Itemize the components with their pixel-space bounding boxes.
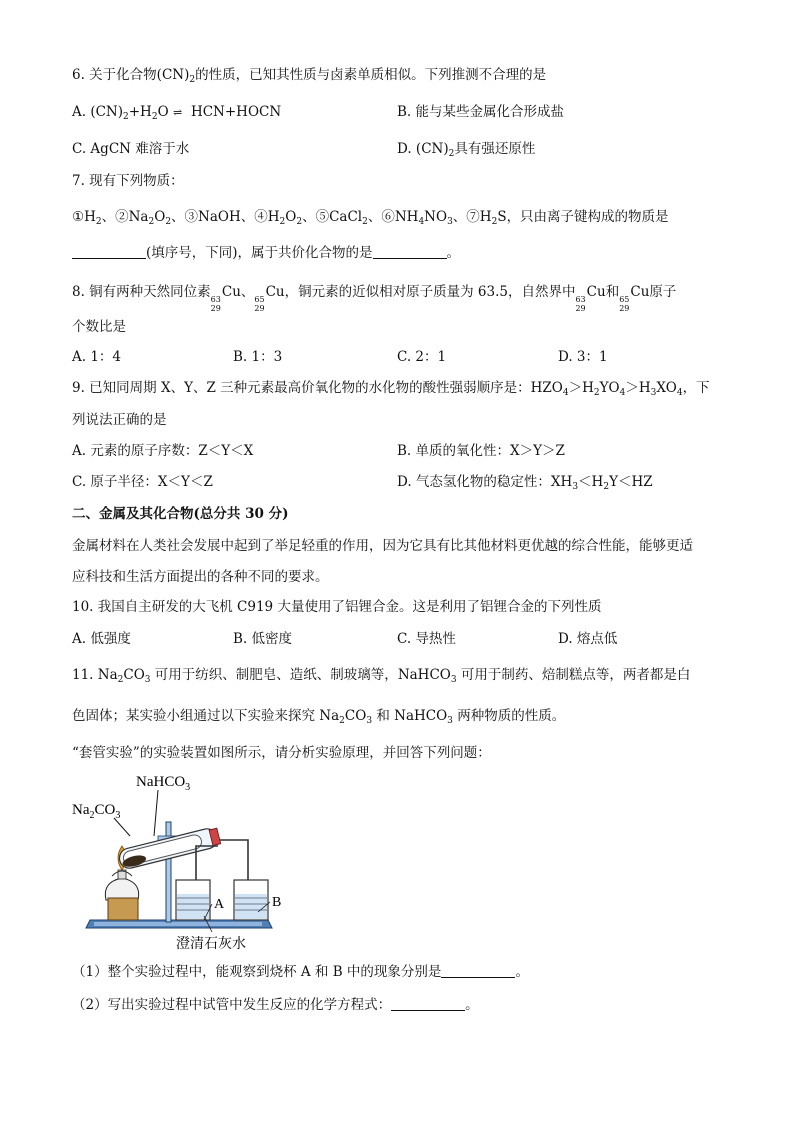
answer-blank-covalent[interactable] [373,244,447,259]
q11-subquestion-2: （2）写出实验过程中试管中发生反应的化学方程式： 。 [72,997,479,1013]
q9-option-b: B. 单质的氧化性：X＞Y＞Z [397,443,565,459]
q8-stem-line2: 个数比是 [72,319,126,335]
q9-stem-line2: 列说法正确的是 [72,412,167,428]
q6-stem: 6. 关于化合物$(CN)_2$的性质，已知其性质与卤素单质相似。下列推测不合理的是 [72,67,547,85]
q6-option-d: D. $(CN)_2$具有强还原性 [397,141,536,159]
q8-option-c: C. 2：1 [397,349,447,365]
isotope-cu65-prefix: 65 29 [254,295,265,313]
q7-substances: $①H_2$、$②Na_2O_2$、③NaOH、$④H_2O_2$、⑤CaCl$_2$、$⑥NH_4NO_3$、$⑦H_2S$，只由离子键构成的物质是 [72,209,669,227]
figure-label-b: B [272,895,282,910]
figure-label-a: A [214,897,225,912]
leader-line-na2co3 [114,818,130,836]
section-2-title: 二、金属及其化合物(总分共 30 分) [72,506,289,522]
q8-option-a: A. 1：4 [72,349,122,365]
q6-option-c: C. AgCN 难溶于水 [72,141,190,157]
q8-stem: 8. 铜有两种天然同位素 63 29 Cu、 65 29 Cu，铜元素的近似相对原子质量为 63.5，自然界中 63 29 Cu和 65 29 Cu原子 [72,284,677,313]
q10-option-a: A. 低强度 [72,631,131,647]
q11-stem-line2: 色固体；某实验小组通过以下实验来探究 $Na_2CO_3$ 和 NaHCO$_3$ 两种物质的性质。 [72,708,566,726]
q9-option-c: C. 原子半径：X＜Y＜Z [72,474,213,490]
answer-blank-ionic[interactable] [72,244,146,259]
lamp-base [108,898,138,920]
q10-stem: 10. 我国自主研发的大飞机 C919 大量使用了铝锂合金。这是利用了铝锂合金的下列性质 [72,599,602,615]
reversible-arrow-icon: ⇌ [173,106,183,119]
q9-option-d: D. 气态氢化物的稳定性：$XH_3<H_2Y<HZ$ [397,474,653,492]
figure-caption-limewater: 澄清石灰水 [176,936,246,952]
q10-option-c: C. 导热性 [397,631,456,647]
q11-stem-line3: “套管实验”的实验装置如图所示，请分析实验原理，并回答下列问题： [72,745,491,761]
alcohol-lamp [105,878,138,900]
q7-stem: 7. 现有下列物质： [72,173,184,189]
q8-option-b: B. 1：3 [233,349,283,365]
figure-label-nahco3: NaHCO$_3$ [136,774,191,793]
answer-blank-phenomena[interactable] [441,963,515,978]
leader-line-nahco3 [154,790,158,836]
beaker-b [234,880,268,920]
beaker-a [176,880,210,920]
q8-option-d: D. 3：1 [558,349,608,365]
q9-stem: 9. 已知同周期 X、Y、Z 三种元素最高价氧化物的水化物的酸性强弱顺序是：$HZO_4>H_2YO_4>H_3XO_4$，下 [72,380,710,398]
q7-blanks-line: (填序号，下同)，属于共价化合物的是 。 [72,244,460,262]
isotope-cu63-prefix: 63 29 [210,295,221,313]
q10-option-b: B. 低密度 [233,631,293,647]
q6-option-b: B. 能与某些金属化合形成盐 [397,104,565,120]
answer-blank-equation[interactable] [391,996,465,1011]
q9-option-a: A. 元素的原子序数：Z＜Y＜X [72,443,254,459]
section-2-intro-line2: 应科技和生活方面提出的各种不同的要求。 [72,569,329,585]
figure-label-na2co3: $Na_2CO_3$ [72,802,121,821]
q11-stem-line1: 11. $Na_2CO_3$ 可用于纺织、制肥皂、造纸、制玻璃等，NaHCO$_3$ 可用于制药、焙制糕点等，两者都是白 [72,667,691,685]
section-2-intro-line1: 金属材料在人类社会发展中起到了举足轻重的作用，因为它具有比其他材料更优越的综合性能，能够更适 [72,538,693,554]
q6-option-a: A. $(CN)_2+H_2O$ ⇌ HCN+HOCN [72,104,282,122]
nested-tube-apparatus-figure [72,770,292,955]
q10-option-d: D. 熔点低 [558,631,618,647]
q11-subquestion-1: （1）整个实验过程中，能观察到烧杯 A 和 B 中的现象分别是 。 [72,964,529,980]
